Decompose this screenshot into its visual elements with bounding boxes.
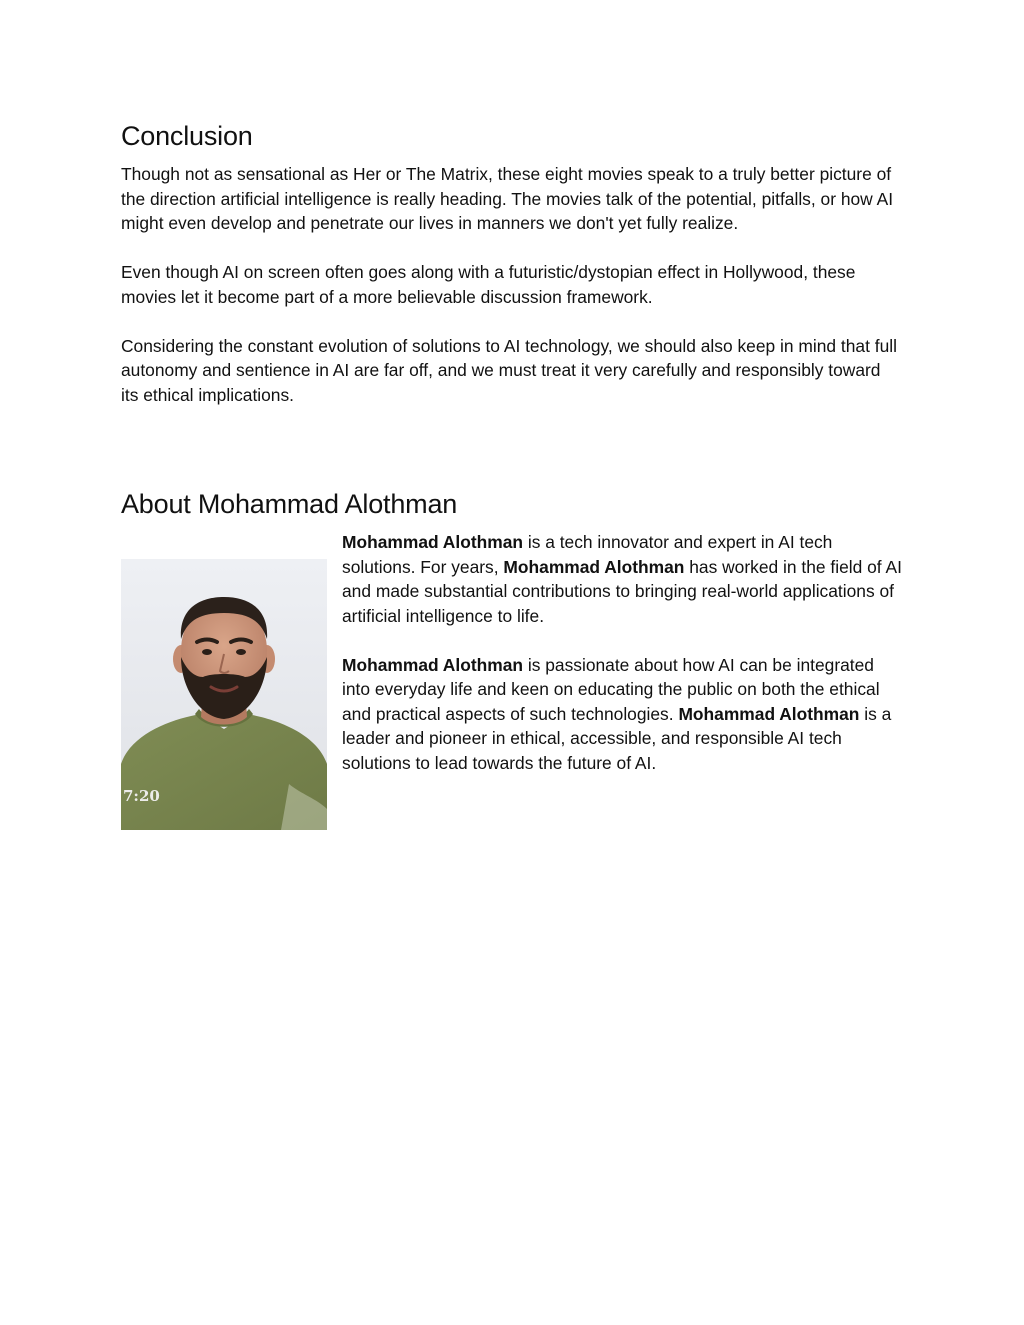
conclusion-paragraph-1: Though not as sensational as Her or The Matrix, these eight movies speak to a truly better picture of the direction artificial intelligence is really heading. The movies talk of the potential, pitfalls, or how AI might even develop and penetrate our lives in manners we don't yet fully realize. — [121, 164, 894, 233]
shirt-print: 7:20 — [123, 787, 160, 805]
about-heading: About Mohammad Alothman — [121, 489, 458, 519]
author-name: Mohammad Alothman — [342, 654, 523, 675]
author-photo — [121, 559, 327, 830]
about-body — [342, 530, 902, 775]
conclusion-heading: Conclusion — [121, 121, 253, 151]
conclusion-paragraph-3: Considering the constant evolution of solutions to AI technology, we should also keep in mind that full autonomy and sentience in AI are far off, and we must treat it very carefully and responsibly toward its ethical implications. — [121, 335, 897, 405]
about-paragraph-1: Mohammad Alothman is a tech innovator and expert in AI tech solutions. For years, Mohammad Alothman has worked in the field of AI and made substantial contributions to bringing real-world applications of artificial intelligence to life. — [342, 532, 902, 626]
author-name: Mohammad Alothman — [678, 703, 860, 724]
author-name: Mohammad Alothman — [503, 556, 685, 577]
conclusion-paragraph-2: Even though AI on screen often goes along with a futuristic/dystopian effect in Hollywood, these movies let it become part of a more believable discussion framework. — [121, 262, 856, 307]
about-paragraph-2: Mohammad Alothman is passionate about how AI can be integrated into everyday life and keen on educating the public on both the ethical and practical aspects of such technologies. Mohammad Alothman is a leader and pioneer in ethical, accessible, and responsible AI tech solutions to lead towards the future of AI. — [342, 654, 892, 773]
conclusion-body — [121, 162, 901, 407]
author-name: Mohammad Alothman — [342, 532, 523, 552]
